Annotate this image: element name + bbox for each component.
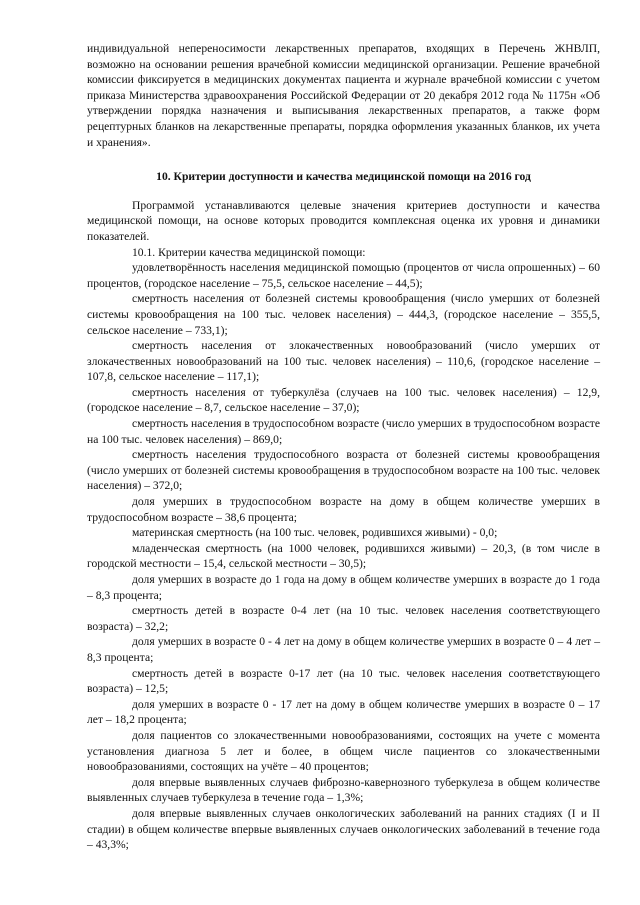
criterion-item: смертность детей в возрасте 0-17 лет (на 10 тыс. человек населения соответствующего возраста) – 12,5;	[87, 666, 600, 696]
section-title: 10. Критерии доступности и качества медицинской помощи на 2016 год	[156, 170, 531, 184]
criterion-item: доля умерших в возрасте 0 - 4 лет на дому в общем количестве умерших в возрасте 0 – 4 лет – 8,3 процента;	[87, 635, 600, 664]
subsection-title: 10.1. Критерии качества медицинской помощи:	[132, 245, 366, 259]
criterion-item: смертность населения от туберкулёза (случаев на 100 тыс. человек населения) – 12,9, (городское население – 8,7, сельское население – 37,0);	[87, 385, 600, 415]
criterion-item: удовлетворённость населения медицинской помощью (процентов от числа опрошенных) – 60 процентов, (городское население – 75,5, сельское население – 44,5);	[87, 261, 600, 290]
criterion-item: смертность населения трудоспособного возраста от болезней системы кровообращения (число умерших от болезней системы кровообращения в трудоспособном возрасте на 100 тыс. человек населения) – 372,0;	[87, 448, 600, 493]
criterion-item: доля впервые выявленных случаев онкологических заболеваний на ранних стадиях (I и II стадии) в общем количестве впервые выявленных случаев онкологических заболеваний в течение года – 43,3%;	[87, 806, 600, 852]
criterion-item: смертность населения от болезней системы кровообращения (число умерших от болезней системы кровообращения на 100 тыс. человек населения) – 444,3, (городское население – 355,5, сельское население – 733,1);	[87, 292, 600, 337]
criterion-item: доля умерших в возрасте до 1 года на дому в общем количестве умерших в возрасте до 1 года – 8,3 процента;	[87, 573, 600, 602]
criterion-item: младенческая смертность (на 1000 человек, родившихся живыми) – 20,3, (в том числе в городской местности – 15,4, сельской местности – 30,5);	[87, 541, 600, 571]
criterion-item: доля пациентов со злокачественными новообразованиями, состоящих на учете с момента установления диагноза 5 лет и более, в общем числе пациентов со злокачественными новообразованиями, состоящих на учёте – 40 процентов;	[87, 728, 600, 774]
section-intro: Программой устанавливаются целевые значения критериев доступности и качества медицинской помощи, на основе которых проводится комплексная оценка их уровня и динамики показателей.	[87, 198, 600, 243]
criterion-item: смертность населения в трудоспособном возрасте (число умерших в трудоспособном возрасте на 100 тыс. человек населения) – 869,0;	[87, 417, 600, 446]
criterion-item: доля впервые выявленных случаев фиброзно-кавернозного туберкулеза в общем количестве выявленных случаев туберкулеза в течение года – 1,3%;	[87, 775, 600, 805]
criterion-item: доля умерших в трудоспособном возрасте на дому в общем количестве умерших в трудоспособном возрасте – 38,6 процента;	[87, 495, 600, 524]
intro-paragraph: индивидуальной непереносимости лекарственных препаратов, входящих в Перечень ЖНВЛП, возможно на основании решения врачебной комиссии медицинской организации. Решение врачебной комиссии фиксируется в медицинских документах пациента и журнале врачебной комиссии с учетом приказа Министерства здравоохранения Российской Федерации от 20 декабря 2012 года № 1175н «Об утверждении порядка назначения и выписывания лекарственных препаратов, а также форм рецептурных бланков на лекарственные препараты, порядка оформления указанных бланков, их учета и хранения».	[87, 42, 600, 149]
criterion-item: смертность населения от злокачественных новообразований (число умерших от злокачественных новообразований на 100 тыс. человек населения) – 110,6, (городское население – 107,8, сельское население – 117,1);	[87, 339, 600, 384]
criterion-item: доля умерших в возрасте 0 - 17 лет на дому в общем количестве умерших в возрасте 0 – 17 лет – 18,2 процента;	[87, 697, 600, 727]
criterion-item: смертность детей в возрасте 0-4 лет (на 10 тыс. человек населения соответствующего возраста) – 32,2;	[87, 604, 600, 633]
criterion-item: материнская смертность (на 100 тыс. человек, родившихся живыми) - 0,0;	[132, 526, 498, 540]
